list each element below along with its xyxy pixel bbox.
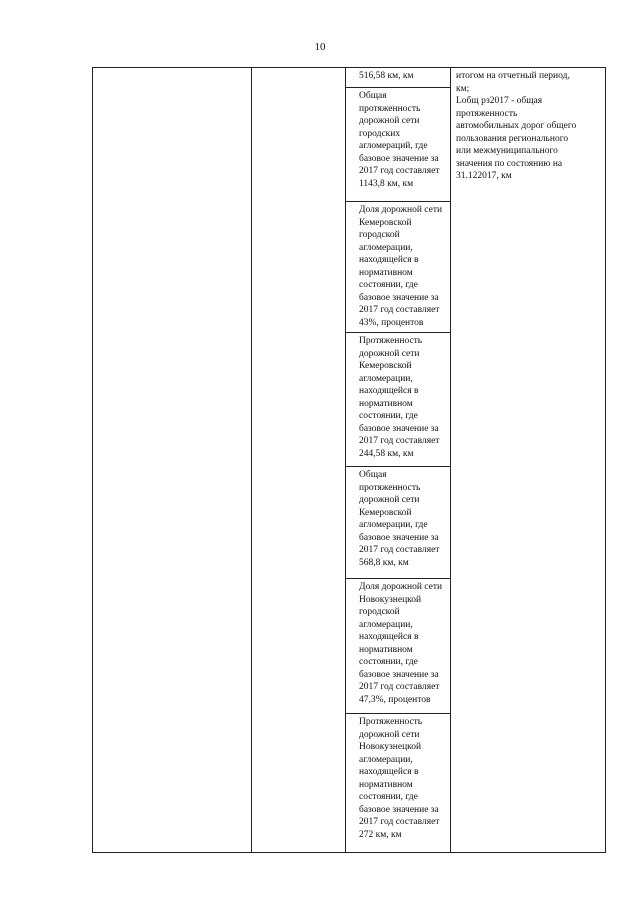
indicator-text: Протяженность дорожной сети Кемеровской агломерации, находящейся в нормативном состоянии, где базовое значение за 2017 год составляет 244,58 км, км (359, 336, 440, 459)
indicator-text: Протяженность дорожной сети Новокузнецкой агломерации, находящейся в нормативном состоянии, где базовое значение за 2017 год составляет 272 км, км (359, 717, 440, 840)
cell-col1-text (93, 68, 251, 71)
indicator-text: Доля дорожной сети Кемеровской городской агломерации, находящейся в нормативном состоянии, где базовое значение за 2017 год составляет 43%, процентов (359, 205, 443, 328)
table-cell-col1 (93, 68, 252, 853)
table-cell-note (451, 68, 606, 853)
indicator-block (346, 333, 450, 467)
indicator-block (346, 202, 450, 333)
table-cell-indicators (346, 68, 451, 853)
cell-col2-text (252, 68, 345, 71)
indicator-block (346, 68, 450, 88)
indicator-block (346, 579, 450, 714)
indicator-block (346, 714, 450, 852)
note-text: итогом на отчетный период, км; Lобщ рз2017 - общая протяженность автомобильных дорог общего пользования регионального или межмуниципального значения по состоянию на 31.122017, км (456, 71, 577, 181)
indicator-text: Общая протяженность дорожной сети Кемеровской агломерации, где базовое значение за 2017 год составляет 568,8 км, км (359, 470, 440, 568)
indicator-block (346, 88, 450, 202)
indicator-text: Доля дорожной сети Новокузнецкой городской агломерации, находящейся в нормативном состоянии, где базовое значение за 2017 год составляет 47,3%, процентов (359, 582, 443, 705)
indicator-table (92, 67, 606, 853)
indicator-text: 516,58 км, км (359, 71, 414, 81)
indicator-text: Общая протяженность дорожной сети городских агломераций, где базовое значение за 2017 год составляет 1143,8 км, км (359, 91, 440, 189)
page-number: 10 (314, 41, 326, 53)
table-cell-col2 (252, 68, 346, 853)
table-row (93, 68, 606, 853)
indicator-block (346, 467, 450, 579)
